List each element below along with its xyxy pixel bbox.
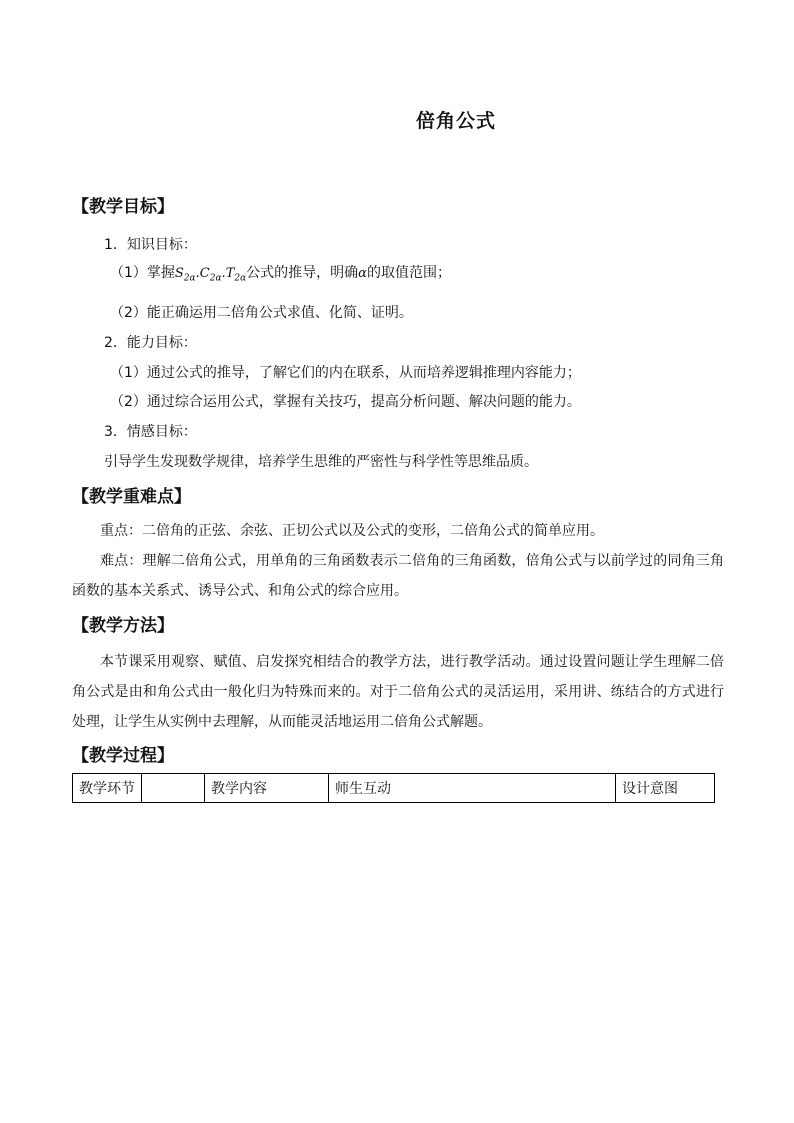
process-table: [72, 773, 715, 803]
col-teaching-content: 教学内容: [205, 774, 329, 803]
formula-c2a: $C_{2\alpha}$: [199, 266, 222, 284]
col-design-intent: 设计意图: [616, 774, 715, 803]
knowledge-goal-label: 1．知识目标：: [104, 237, 197, 253]
knowledge-item1-prefix: （1）掌握: [110, 265, 175, 281]
page-title: 倍角公式: [415, 110, 496, 132]
ability-goal-label: 2．能力目标：: [104, 335, 197, 351]
ability-goal-item-2: （2）通过综合运用公式，掌握有关技巧，提高分析问题、解决问题的能力。: [110, 394, 581, 410]
ability-goal-item-1: （1）通过公式的推导，了解它们的内在联系，从而培养逻辑推理内容能力；: [110, 365, 581, 381]
table-header-row: [73, 774, 715, 803]
col-interaction: 师生互动: [329, 774, 616, 803]
key-point-text: 重点：二倍角的正弦、余弦、正切公式以及公式的变形，二倍角公式的简单应用。: [100, 523, 604, 539]
knowledge-goal-item-2: （2）能正确运用二倍角公式求值、化简、证明。: [110, 305, 413, 321]
knowledge-item1-end: 的取值范围；: [366, 265, 451, 281]
emotion-goal-text: 引导学生发现数学规律，培养学生思维的严密性与科学性等思维品质。: [104, 454, 538, 470]
col-teaching-stage: 教学环节: [73, 774, 142, 803]
methods-text: 本节课采用观察、赋值、启发探究相结合的教学方法，进行教学活动。通过设置问题让学生理解二倍角公式是由和角公式由一般化归为特殊而来的。对于二倍角公式的灵活运用，采用讲、练结合的方式进行处理，让学生从实例中去理解，从而能灵活地运用二倍角公式解题。: [72, 654, 724, 730]
formula-s2a: $S_{2\alpha}$: [174, 266, 196, 284]
formula-t2a: $T_{2\alpha}$: [225, 266, 247, 284]
knowledge-item1-suffix: 公式的推导，明确: [246, 265, 359, 281]
methods-heading: 【教学方法】: [72, 616, 174, 636]
col-empty: [142, 774, 205, 803]
knowledge-goal-item-1: （1）掌握$S_{2\alpha}.C_{2\alpha}.T_{2\alpha}$公式的推导，明确α的取值范围；: [110, 265, 451, 284]
difficult-point-text: 难点：理解二倍角公式，用单角的三角函数表示二倍角的三角函数，倍角公式与以前学过的同角三角函数的基本关系式、诱导公式、和角公式的综合应用。: [72, 553, 724, 599]
objectives-heading: 【教学目标】: [72, 197, 174, 217]
emotion-goal-label: 3．情感目标：: [104, 424, 197, 440]
key-points-heading: 【教学重难点】: [72, 487, 191, 507]
process-heading: 【教学过程】: [72, 746, 174, 766]
alpha-symbol: α: [358, 266, 367, 281]
